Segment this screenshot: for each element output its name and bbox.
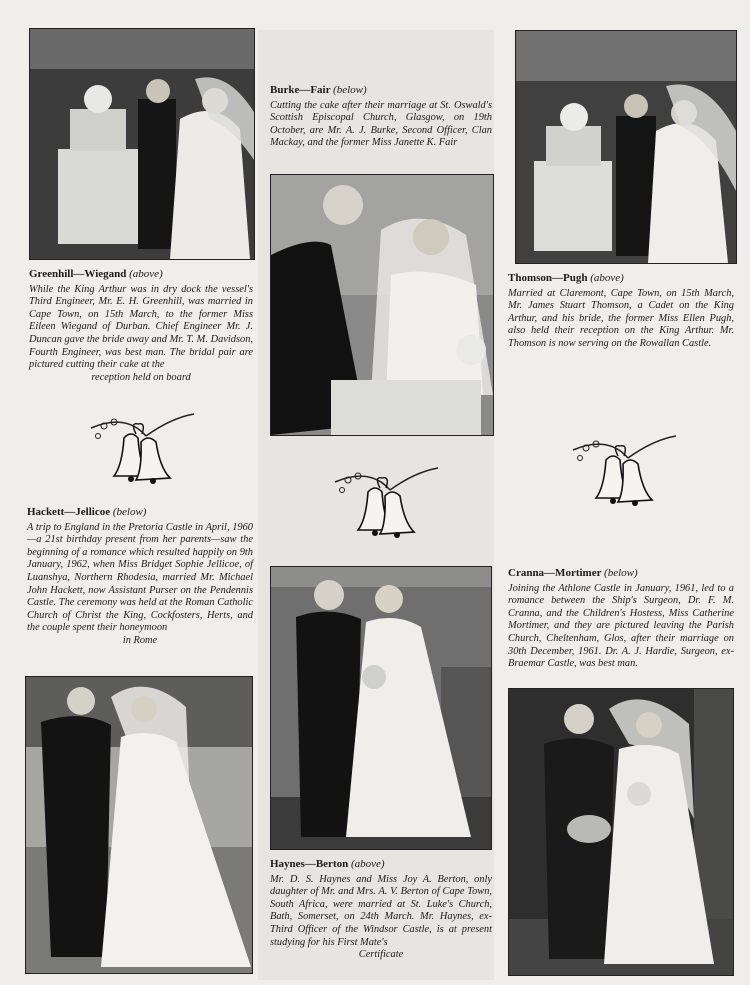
caption-cranna-mortimer xyxy=(508,567,734,671)
wedding-bells-icon xyxy=(86,408,196,488)
caption-title: Cranna—Mortimer (below) xyxy=(508,567,638,579)
caption-body: Mr. D. S. Haynes and Miss Joy A. Berton, only daughter of Mr. and Mrs. A. V. Berton of Cape Town, South Africa, were married at St. Luke's Church, Bath, Somerset, on 24th March. Mr. Haynes, ex-Third Officer of the Windsor Castle, is at present studying for his First Mate's Certificate xyxy=(270,873,492,961)
photo-hackett-jellicoe xyxy=(25,676,253,974)
caption-title: Greenhill—Wiegand (above) xyxy=(29,268,163,280)
caption-body: Joining the Athlone Castle in January, 1961, led to a romance between the Ship's Surgeon, Dr. F. M. Cranna, and the Children's Hostess, Miss Catherine Mortimer, and they are pictured leaving the Parish Church, Cheltenham, Glos, after their marriage on 30th December, 1961. Dr. A. J. Hardie, Surgeon, ex-Braemar Castle, was best man. xyxy=(508,582,734,670)
caption-thomson-pugh xyxy=(508,272,734,351)
caption-body: Cutting the cake after their marriage at St. Oswald's Scottish Episcopal Church, Glasgow, on 19th October, are Mr. A. J. Burke, Second Officer, Clan Mackay, and the former Miss Janette K. Fair xyxy=(270,99,492,149)
caption-title: Burke—Fair (below) xyxy=(270,84,367,96)
photo-thomson-pugh xyxy=(515,30,737,264)
photo-haynes-berton xyxy=(270,566,492,850)
caption-title: Thomson—Pugh (above) xyxy=(508,272,624,284)
caption-greenhill-wiegand xyxy=(29,268,253,384)
wedding-bells-icon xyxy=(330,462,440,542)
caption-hackett-jellicoe xyxy=(27,506,253,648)
wedding-bells-icon xyxy=(568,430,678,510)
caption-haynes-berton xyxy=(270,858,492,962)
photo-cranna-mortimer xyxy=(508,688,734,976)
caption-title: Hackett—Jellicoe (below) xyxy=(27,506,147,518)
photo-greenhill-wiegand xyxy=(29,28,255,260)
caption-burke-fair xyxy=(270,84,492,150)
caption-title: Haynes—Berton (above) xyxy=(270,858,385,870)
caption-body: While the King Arthur was in dry dock the vessel's Third Engineer, Mr. E. H. Greenhill, was married in Cape Town, on 15th March, to the former Miss Eileen Wiegand of Durban. Chief Engineer Mr. J. Duncan gave the bride away and Mr. T. M. Davidson, Fourth Engineer, was best man. The bridal pair are pictured cutting their cake at the reception held on board xyxy=(29,283,253,383)
photo-burke-fair xyxy=(270,174,494,436)
caption-body: A trip to England in the Pretoria Castle in April, 1960—a 21st birthday present from her parents—saw the beginning of a romance which resulted happily on 9th January, 1962, when Miss Bridget Sophie Jellicoe, of Luanshya, Northern Rhodesia, married Mr. Michael John Hackett, now Assistant Purser on the Pendennis Castle. The ceremony was held at the Roman Catholic Church of Christ the King, Cockfosters, Herts, and the couple spent their honeymoon in Rome xyxy=(27,521,253,646)
caption-body: Married at Claremont, Cape Town, on 15th March, Mr. James Stuart Thomson, a Cadet on the King Arthur, and his bride, the former Miss Ellen Pugh, also held their reception on the King Arthur. Mr. Thomson is now serving on the Rowallan Castle. xyxy=(508,287,734,349)
